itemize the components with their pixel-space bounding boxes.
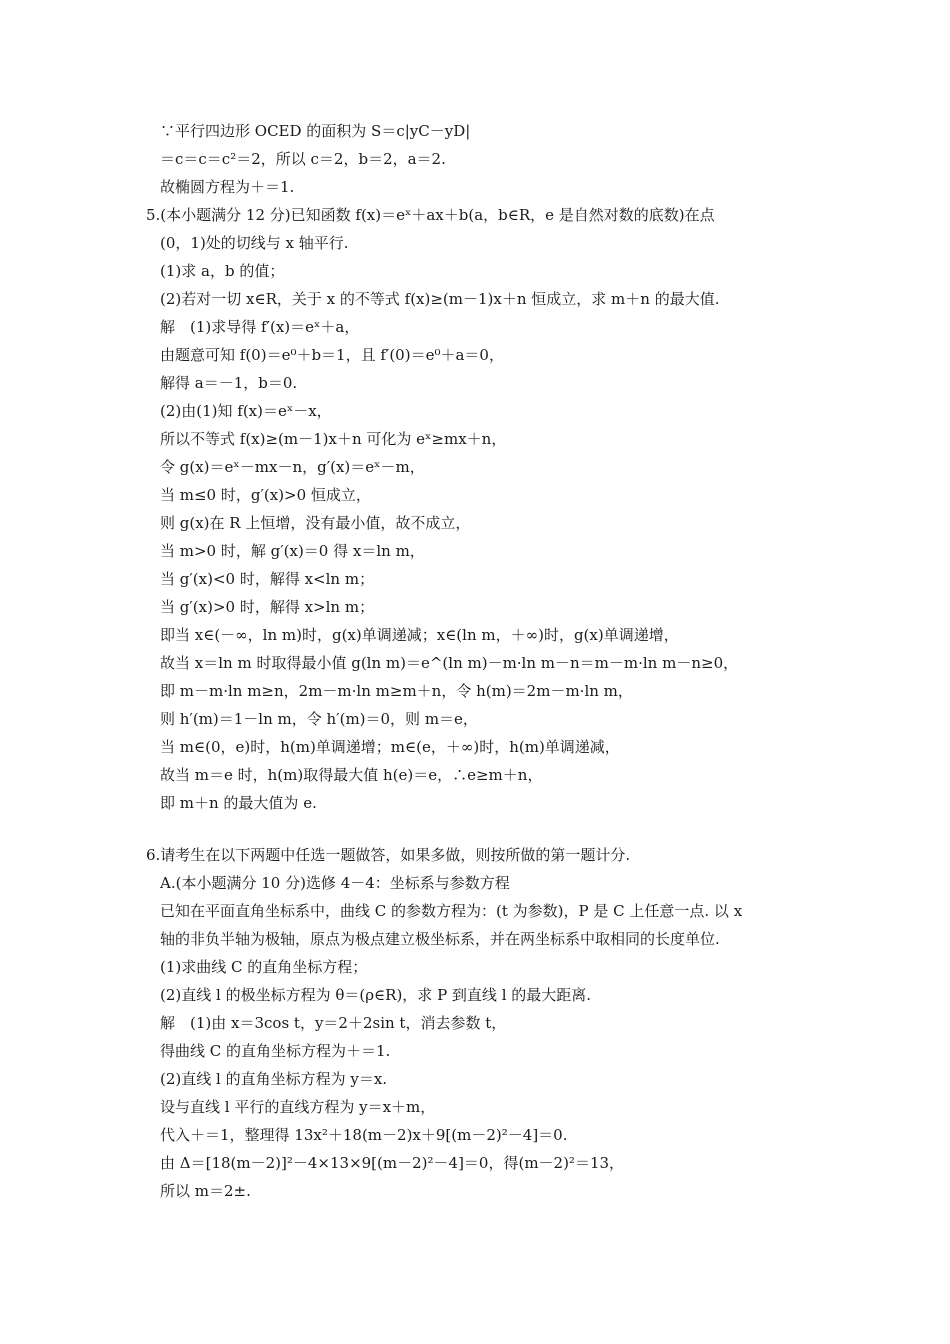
text-line: 故椭圆方程为＋＝1. (160, 178, 295, 196)
text-line: 即当 x∈(－∞，ln m)时，g(x)单调递减；x∈(ln m，＋∞)时，g(x)单调递增， (160, 626, 679, 644)
text-line: 则 h′(m)＝1－ln m，令 h′(m)＝0，则 m＝e， (160, 710, 478, 728)
text-line: (1)求 a，b 的值； (160, 262, 285, 280)
text-line: (1)求曲线 C 的直角坐标方程； (160, 958, 368, 976)
text-line: 即 m－m·ln m≥n，2m－m·ln m≥m＋n，令 h(m)＝2m－m·ln m， (160, 682, 633, 700)
text-line: 当 m>0 时，解 g′(x)＝0 得 x＝ln m， (160, 542, 425, 560)
text-line: 已知在平面直角坐标系中，曲线 C 的参数方程为：(t 为参数)，P 是 C 上任意一点. 以 x (160, 902, 743, 920)
text-line: ∵平行四边形 OCED 的面积为 S＝c|yC－yD| (160, 122, 471, 140)
text-line: (2)若对一切 x∈R，关于 x 的不等式 f(x)≥(m－1)x＋n 恒成立，求 m＋n 的最大值. (160, 290, 720, 308)
text-line: 得曲线 C 的直角坐标方程为＋＝1. (160, 1042, 391, 1060)
solution-start: 解 (1)由 x＝3cos t，y＝2＋2sin t，消去参数 t， (160, 1014, 507, 1032)
text-line: 代入＋＝1，整理得 13x²＋18(m－2)x＋9[(m－2)²－4]＝0. (160, 1126, 568, 1144)
text-line: 故当 x＝ln m 时取得最小值 g(ln m)＝e^(ln m)－m·ln m－n＝m－m·ln m－n≥0， (160, 654, 739, 672)
text-line: 轴的非负半轴为极轴，原点为极点建立极坐标系，并在两坐标系中取相同的长度单位. (160, 930, 720, 948)
text-line: A.(本小题满分 10 分)选修 4－4：坐标系与参数方程 (160, 874, 510, 892)
text-line: 令 g(x)＝eˣ－mx－n，g′(x)＝eˣ－m， (160, 458, 425, 476)
question-5-stem: 5.(本小题满分 12 分)已知函数 f(x)＝eˣ＋ax＋b(a，b∈R，e 是自然对数的底数)在点 (146, 206, 715, 224)
text-line: 当 m∈(0，e)时，h(m)单调递增；m∈(e，＋∞)时，h(m)单调递减， (160, 738, 620, 756)
text-line: 所以 m＝2±. (160, 1182, 251, 1200)
text-line: 当 g′(x)>0 时，解得 x>ln m； (160, 598, 375, 616)
text-line: (2)直线 l 的直角坐标方程为 y＝x. (160, 1070, 388, 1088)
text-line: 当 g′(x)<0 时，解得 x<ln m； (160, 570, 375, 588)
solution-start: 解 (1)求导得 f′(x)＝eˣ＋a， (160, 318, 360, 336)
text-line: (0，1)处的切线与 x 轴平行. (160, 234, 349, 252)
text-line: 则 g(x)在 R 上恒增，没有最小值，故不成立， (160, 514, 471, 532)
text-line: (2)由(1)知 f(x)＝eˣ－x， (160, 402, 332, 420)
text-line: 故当 m＝e 时，h(m)取得最大值 h(e)＝e，∴e≥m＋n， (160, 766, 543, 784)
text-line: 由题意可知 f(0)＝e⁰＋b＝1，且 f′(0)＝e⁰＋a＝0， (160, 346, 504, 364)
text-line: 由 Δ＝[18(m－2)]²－4×13×9[(m－2)²－4]＝0，得(m－2)²＝13， (160, 1154, 625, 1172)
text-line: ＝c＝c＝c²＝2，所以 c＝2，b＝2，a＝2. (160, 150, 446, 168)
text-line: 所以不等式 f(x)≥(m－1)x＋n 可化为 eˣ≥mx＋n， (160, 430, 507, 448)
text-line: (2)直线 l 的极坐标方程为 θ＝(ρ∈R)，求 P 到直线 l 的最大距离. (160, 986, 592, 1004)
text-line: 即 m＋n 的最大值为 e. (160, 794, 317, 812)
text-line: 设与直线 l 平行的直线方程为 y＝x＋m， (160, 1098, 436, 1116)
text-line: 解得 a＝－1，b＝0. (160, 374, 298, 392)
text-line: 当 m≤0 时，g′(x)>0 恒成立， (160, 486, 371, 504)
question-6-stem: 6.请考生在以下两题中任选一题做答，如果多做，则按所做的第一题计分. (146, 846, 631, 864)
